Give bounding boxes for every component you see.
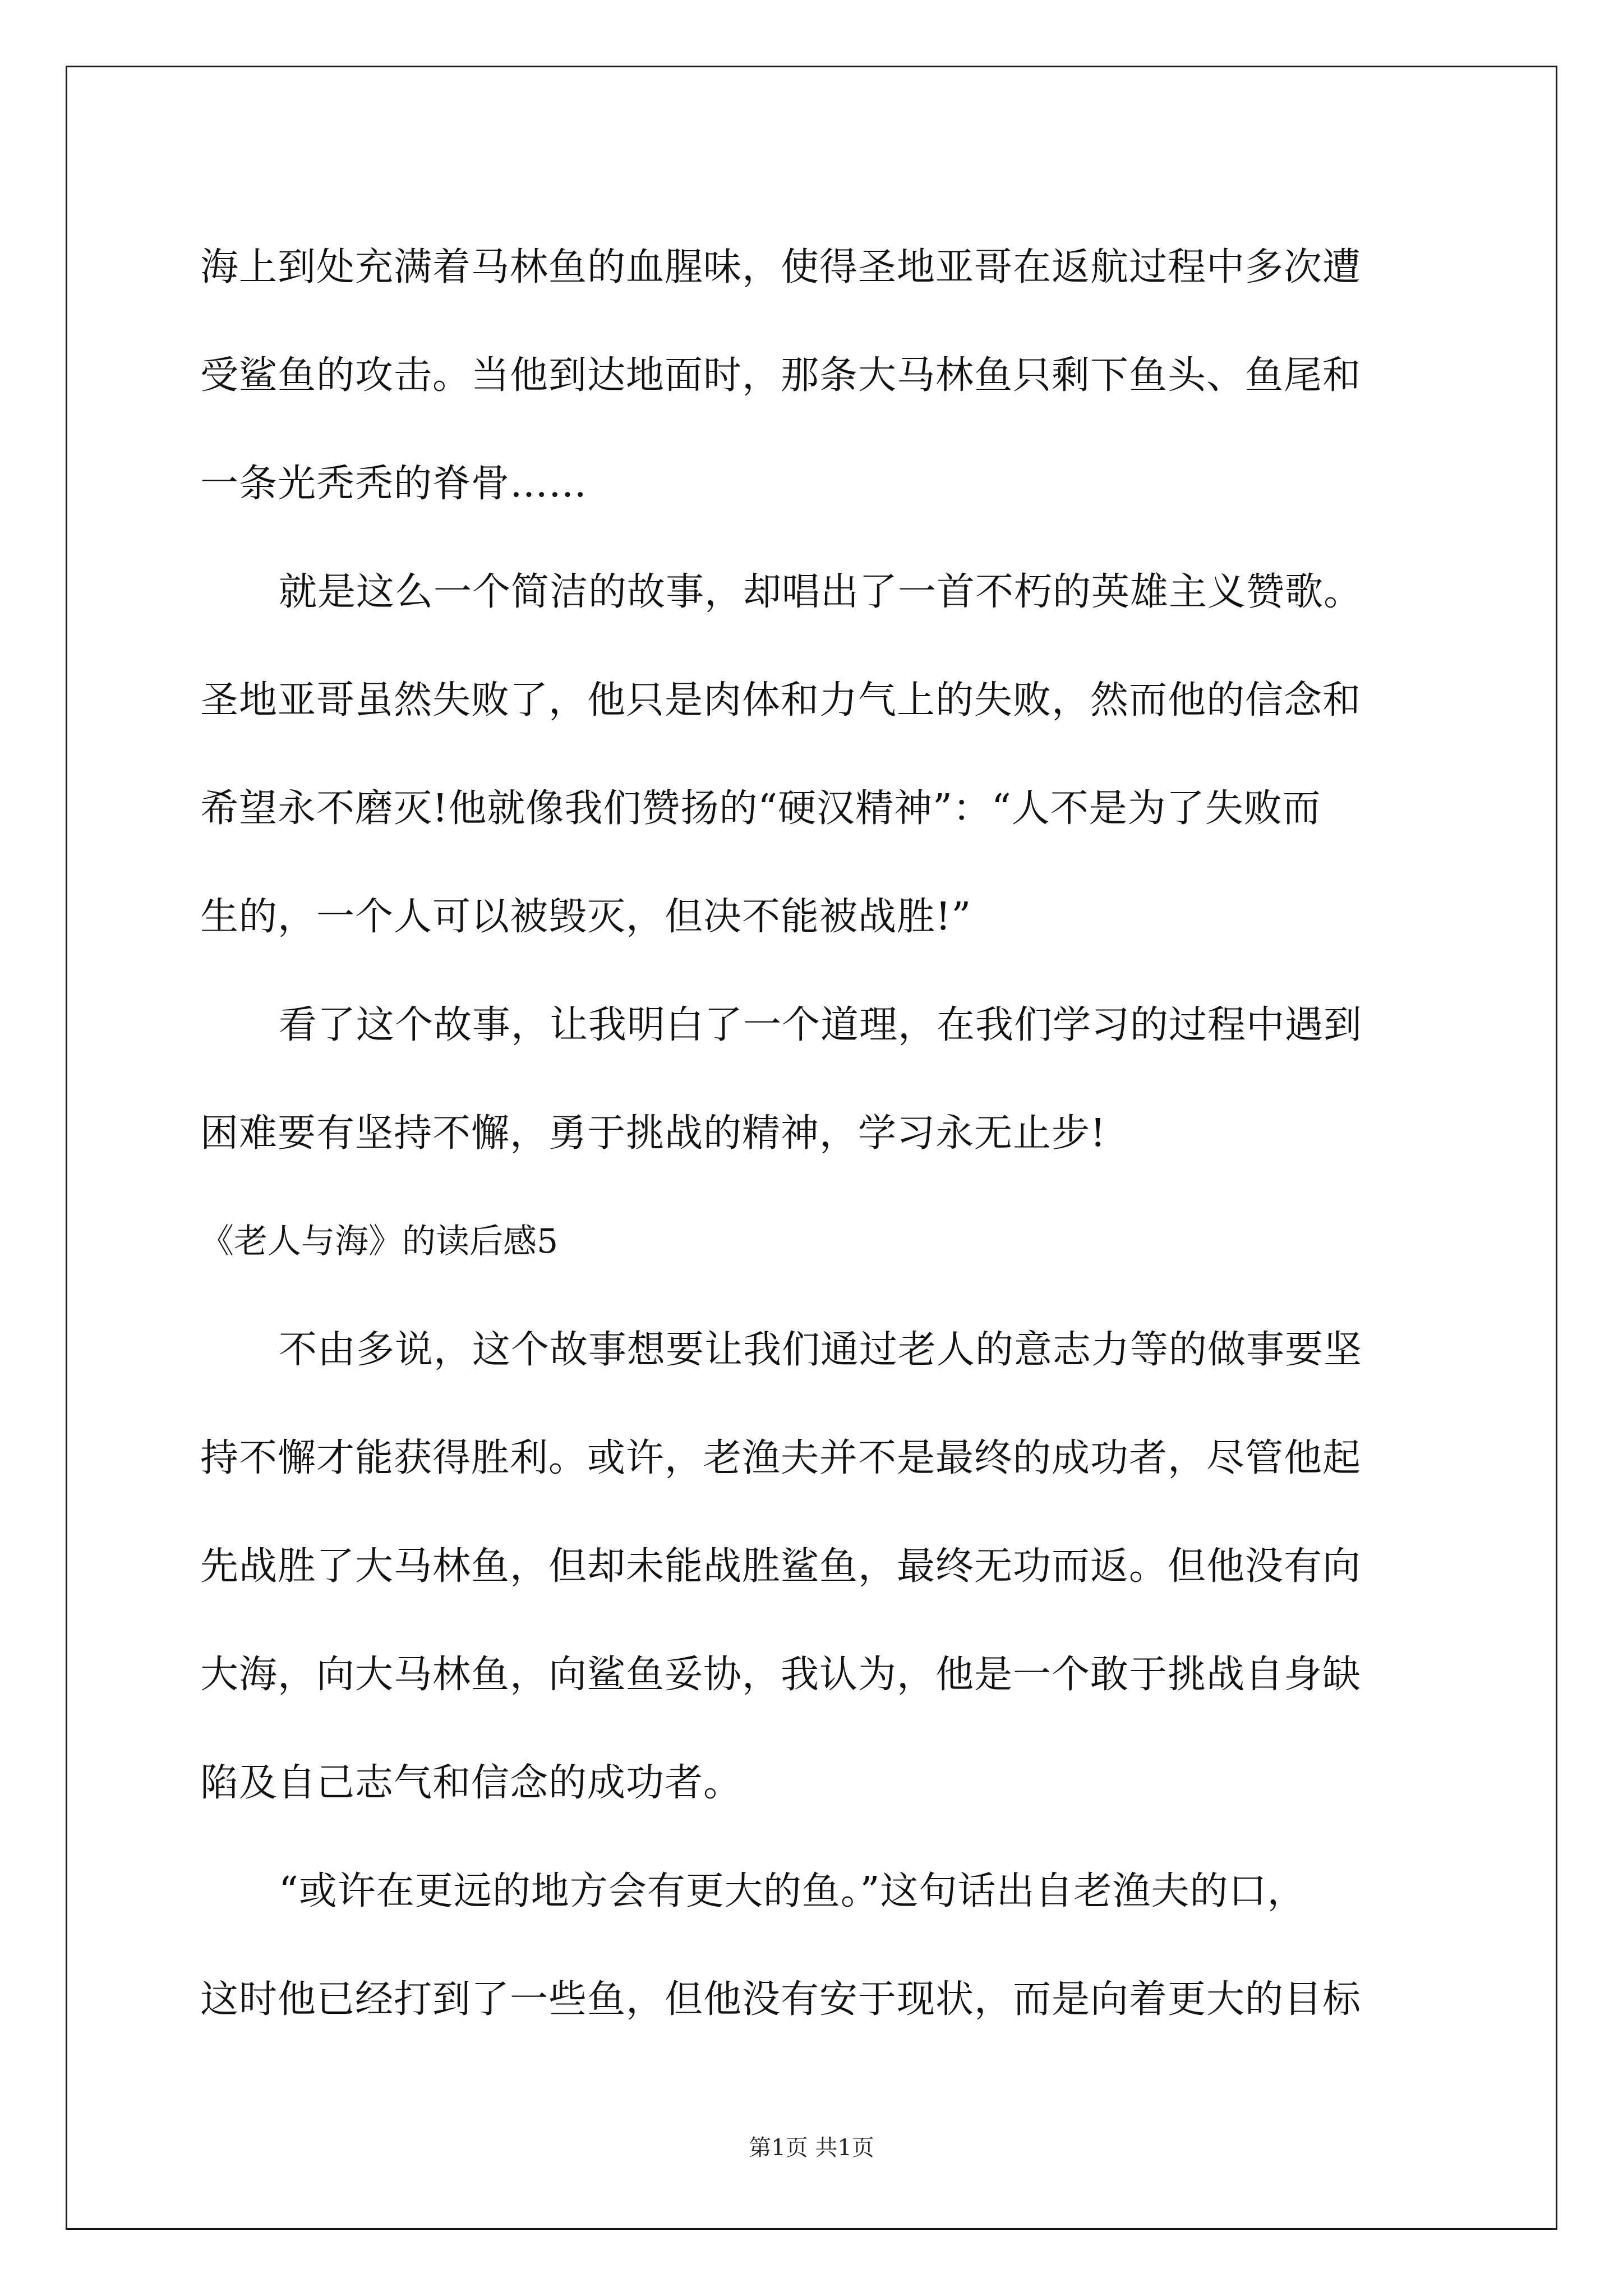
text-line: 陷及自己志气和信念的成功者。 xyxy=(200,1761,743,1805)
text-line: 这时他已经打到了一些鱼，但他没有安于现状，而是向着更大的目标 xyxy=(200,1977,1362,2022)
paragraph-start-line: “或许在更远的地方会有更大的鱼。”这句话出自老渔夫的口， xyxy=(279,1869,1306,1913)
text-line: 生的，一个人可以被毁灭，但决不能被战胜!” xyxy=(200,895,972,939)
section-heading: 《老人与海》的读后感5 xyxy=(200,1222,559,1261)
text-line: 持不懈才能获得胜利。或许，老渔夫并不是最终的成功者，尽管他起 xyxy=(200,1436,1362,1480)
text-line: 受鲨鱼的攻击。当他到达地面时，那条大马林鱼只剩下鱼头、鱼尾和 xyxy=(200,353,1362,398)
text-line: 先战胜了大马林鱼，但却未能战胜鲨鱼，最终无功而返。但他没有向 xyxy=(200,1544,1362,1589)
page-number-footer: 第1页 共1页 xyxy=(749,2135,874,2161)
paragraph-start-line: 看了这个故事，让我明白了一个道理，在我们学习的过程中遇到 xyxy=(279,1003,1363,1047)
text-line: 海上到处充满着马林鱼的血腥味，使得圣地亚哥在返航过程中多次遭 xyxy=(200,245,1362,289)
document-body xyxy=(200,213,1423,2054)
paragraph-start-line: 就是这么一个简洁的故事，却唱出了一首不朽的英雄主义赞歌。 xyxy=(279,570,1363,614)
text-line: 困难要有坚持不懈，勇于挑战的精神，学习永无止步! xyxy=(200,1111,1106,1156)
text-line: 圣地亚哥虽然失败了，他只是肉体和力气上的失败，然而他的信念和 xyxy=(200,678,1362,723)
paragraph-start-line: 不由多说，这个故事想要让我们通过老人的意志力等的做事要坚 xyxy=(279,1328,1363,1372)
text-line: 一条光秃秃的脊骨…… xyxy=(200,462,588,506)
text-line: 大海，向大马林鱼，向鲨鱼妥协，我认为，他是一个敢于挑战自身缺 xyxy=(200,1653,1362,1697)
text-line: 希望永不磨灭!他就像我们赞扬的“硬汉精神”：“人不是为了失败而 xyxy=(200,786,1321,831)
